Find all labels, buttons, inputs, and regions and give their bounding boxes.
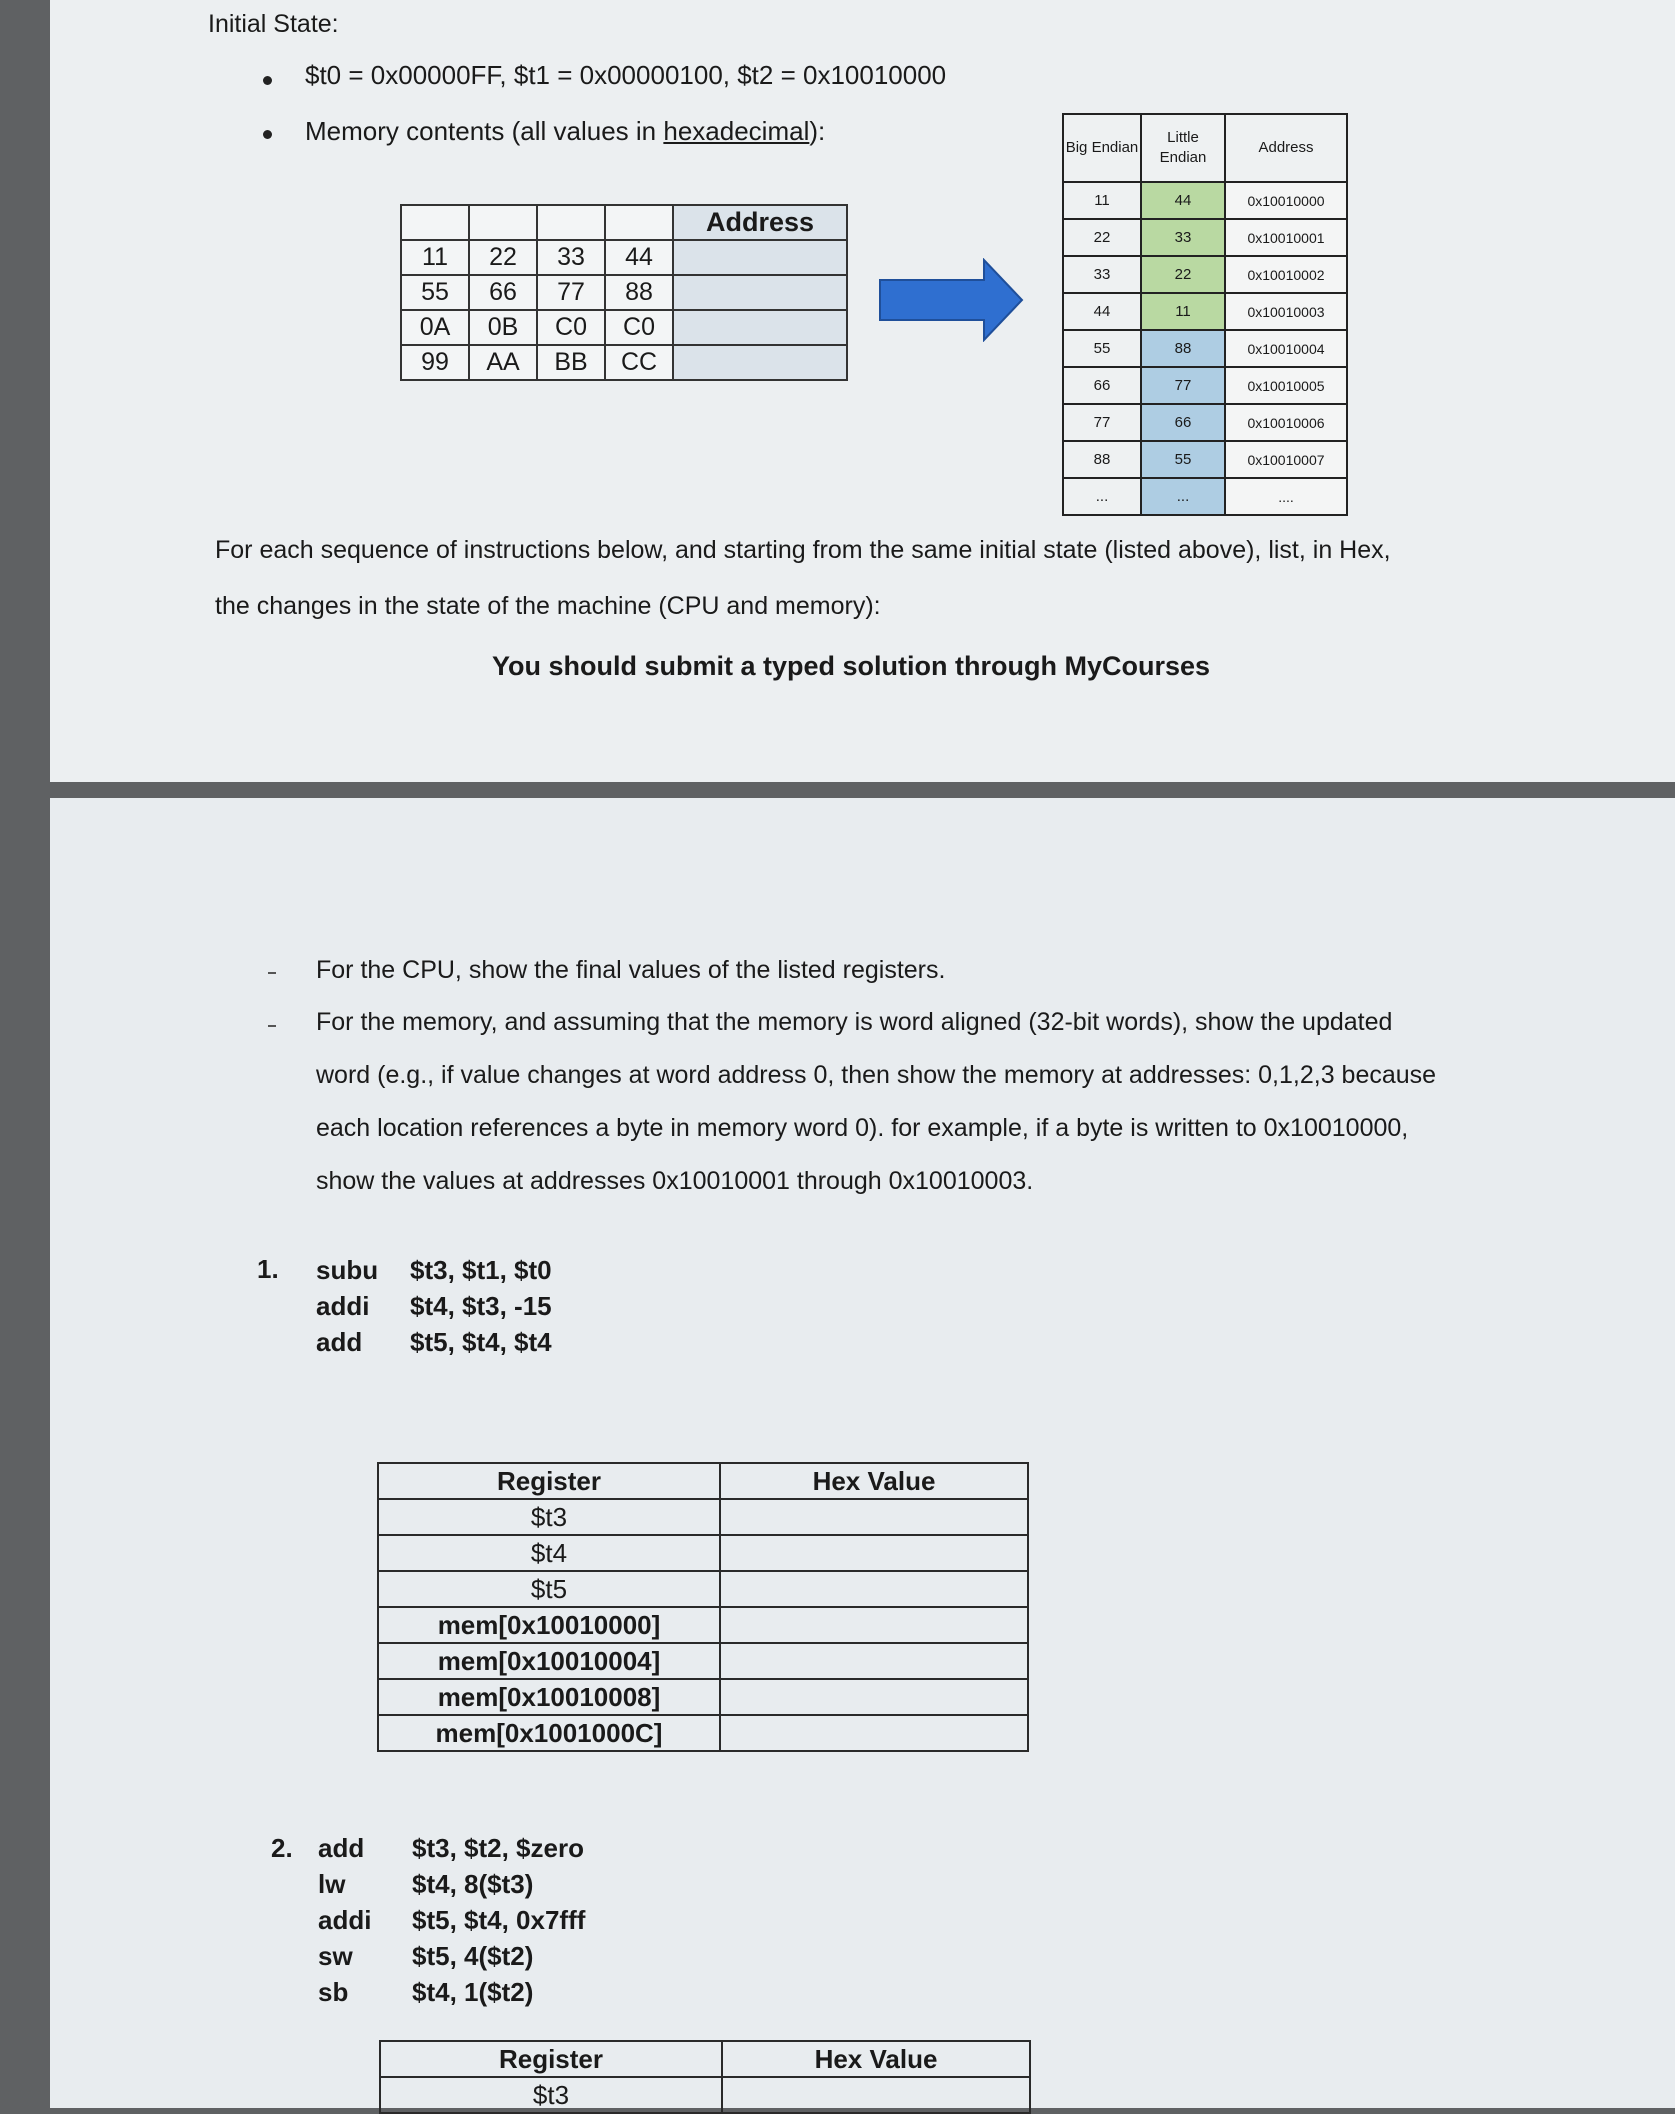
table-row <box>378 1643 1028 1679</box>
code-line: lw $t4, 8($t3) <box>318 1869 534 1899</box>
table-row <box>378 1715 1028 1751</box>
big-endian-byte: 11 <box>1063 182 1141 219</box>
bit-header-cell <box>537 205 605 240</box>
cpu-note: For the CPU, show the final values of the listed registers. <box>316 956 946 984</box>
bullet-icon <box>263 130 272 139</box>
memory-byte: 44 <box>605 240 673 275</box>
memory-address-cell <box>673 240 847 275</box>
register-name: $t3 <box>380 2077 722 2113</box>
code-line: sw $t5, 4($t2) <box>318 1941 534 1971</box>
register-header: Register <box>380 2041 722 2077</box>
memory-byte: 66 <box>469 275 537 310</box>
address-header: Address <box>673 205 847 240</box>
endian-row <box>1063 404 1347 441</box>
hex-value-input[interactable] <box>720 1715 1028 1751</box>
memory-byte: 55 <box>401 275 469 310</box>
memory-contents-table <box>400 204 848 381</box>
hex-value-header: Hex Value <box>720 1463 1028 1499</box>
table-row <box>378 1679 1028 1715</box>
memory-note-line2: word (e.g., if value changes at word address 0, then show the memory at addresses: 0,1,2,3 because <box>316 1061 1437 1089</box>
memory-byte: 0A <box>401 310 469 345</box>
memory-byte: CC <box>605 345 673 380</box>
problems-sheet <box>50 798 1675 2108</box>
register-name: mem[0x1001000C] <box>378 1715 720 1751</box>
little-endian-byte: 55 <box>1141 441 1225 478</box>
endian-row <box>1063 478 1347 515</box>
table-row <box>378 1607 1028 1643</box>
memory-byte: C0 <box>537 310 605 345</box>
memory-note-line1: For the memory, and assuming that the memory is word aligned (32-bit words), show the updated <box>316 1008 1393 1036</box>
memory-contents-label: Memory contents (all values in hexadecimal): <box>305 116 826 146</box>
bullet-icon <box>263 76 272 85</box>
endian-row <box>1063 256 1347 293</box>
memory-byte: 22 <box>469 240 537 275</box>
memory-byte: 11 <box>401 240 469 275</box>
register-name: $t4 <box>378 1535 720 1571</box>
register-initial-values: $t0 = 0x00000FF, $t1 = 0x00000100, $t2 = 0x10010000 <box>305 60 947 90</box>
byte-address: 0x10010002 <box>1225 256 1347 293</box>
endian-row <box>1063 441 1347 478</box>
problem2-register-table <box>379 2040 1031 2114</box>
hex-value-input[interactable] <box>720 1499 1028 1535</box>
memory-byte: 0B <box>469 310 537 345</box>
submit-note: You should submit a typed solution through MyCourses <box>492 651 1211 681</box>
code-line: add $t3, $t2, $zero <box>318 1833 584 1863</box>
byte-address: 0x10010006 <box>1225 404 1347 441</box>
little-endian-byte: 88 <box>1141 330 1225 367</box>
dash-icon <box>268 1025 276 1027</box>
little-endian-byte: 22 <box>1141 256 1225 293</box>
big-endian-byte: 22 <box>1063 219 1141 256</box>
memory-byte: 88 <box>605 275 673 310</box>
memory-address-cell <box>673 345 847 380</box>
memory-row <box>401 345 847 380</box>
instructions-intro-line2: the changes in the state of the machine (CPU and memory): <box>215 592 881 620</box>
problem1-code <box>316 1252 552 1360</box>
register-name: $t5 <box>378 1571 720 1607</box>
memory-note-line3: each location references a byte in memory word 0). for example, if a byte is written to 0x10010000, <box>316 1114 1409 1142</box>
register-header: Register <box>378 1463 720 1499</box>
hex-value-input[interactable] <box>720 1571 1028 1607</box>
code-line: add $t5, $t4, $t4 <box>316 1327 552 1357</box>
memory-byte: BB <box>537 345 605 380</box>
little-endian-byte: 44 <box>1141 182 1225 219</box>
problem2-number: 2. <box>271 1833 293 1863</box>
byte-address: 0x10010000 <box>1225 182 1347 219</box>
big-endian-header: Big Endian <box>1063 114 1141 182</box>
code-line: addi $t5, $t4, 0x7fff <box>318 1905 586 1935</box>
register-name: mem[0x10010004] <box>378 1643 720 1679</box>
little-endian-byte: 11 <box>1141 293 1225 330</box>
endian-row <box>1063 219 1347 256</box>
bit-header-cell <box>605 205 673 240</box>
address-header: Address <box>1225 114 1347 182</box>
hex-value-input[interactable] <box>720 1643 1028 1679</box>
byte-address: 0x10010003 <box>1225 293 1347 330</box>
register-name: mem[0x10010000] <box>378 1607 720 1643</box>
byte-address: 0x10010007 <box>1225 441 1347 478</box>
endian-row <box>1063 293 1347 330</box>
code-line: sb $t4, 1($t2) <box>318 1977 534 2007</box>
problem1-number: 1. <box>257 1254 279 1284</box>
big-endian-byte: 88 <box>1063 441 1141 478</box>
memory-address-cell <box>673 310 847 345</box>
table-row <box>378 1499 1028 1535</box>
hex-value-input[interactable] <box>720 1607 1028 1643</box>
big-endian-byte: 33 <box>1063 256 1141 293</box>
big-endian-byte: 66 <box>1063 367 1141 404</box>
memory-row <box>401 240 847 275</box>
byte-address: 0x10010001 <box>1225 219 1347 256</box>
endian-row <box>1063 367 1347 404</box>
byte-address: 0x10010005 <box>1225 367 1347 404</box>
byte-address: .... <box>1225 478 1347 515</box>
memory-row <box>401 275 847 310</box>
hexadecimal-link[interactable]: hexadecimal <box>663 116 810 146</box>
table-row <box>378 1571 1028 1607</box>
little-endian-byte: 77 <box>1141 367 1225 404</box>
big-endian-byte: 77 <box>1063 404 1141 441</box>
memory-byte: 77 <box>537 275 605 310</box>
little-endian-byte: ... <box>1141 478 1225 515</box>
little-endian-header: Little Endian <box>1141 114 1225 182</box>
code-line: addi $t4, $t3, -15 <box>316 1291 552 1321</box>
little-endian-byte: 33 <box>1141 219 1225 256</box>
hex-value-input[interactable] <box>720 1679 1028 1715</box>
endian-row <box>1063 330 1347 367</box>
code-line: subu $t3, $t1, $t0 <box>316 1255 552 1285</box>
little-endian-byte: 66 <box>1141 404 1225 441</box>
problem1-register-table <box>377 1462 1029 1752</box>
big-endian-byte: 55 <box>1063 330 1141 367</box>
memory-address-cell <box>673 275 847 310</box>
big-endian-byte: 44 <box>1063 293 1141 330</box>
memory-note-line4: show the values at addresses 0x10010001 through 0x10010003. <box>316 1167 1034 1195</box>
hex-value-input[interactable] <box>720 1535 1028 1571</box>
memory-byte: C0 <box>605 310 673 345</box>
bit-header-cell <box>401 205 469 240</box>
problem2-code <box>318 1830 585 2010</box>
byte-address: 0x10010004 <box>1225 330 1347 367</box>
table-row <box>378 1535 1028 1571</box>
endian-row <box>1063 182 1347 219</box>
big-endian-byte: ... <box>1063 478 1141 515</box>
memory-byte: 99 <box>401 345 469 380</box>
hex-value-header: Hex Value <box>722 2041 1030 2077</box>
dash-icon <box>268 972 276 974</box>
right-arrow-icon <box>878 258 1024 342</box>
memory-row <box>401 310 847 345</box>
register-name: $t3 <box>378 1499 720 1535</box>
bit-header-cell <box>469 205 537 240</box>
register-name: mem[0x10010008] <box>378 1679 720 1715</box>
instructions-intro-line1: For each sequence of instructions below, and starting from the same initial state (listed above), list, in Hex, <box>215 536 1391 564</box>
memory-byte: AA <box>469 345 537 380</box>
endian-table <box>1062 113 1348 516</box>
initial-state-heading: Initial State: <box>208 10 339 38</box>
memory-byte: 33 <box>537 240 605 275</box>
